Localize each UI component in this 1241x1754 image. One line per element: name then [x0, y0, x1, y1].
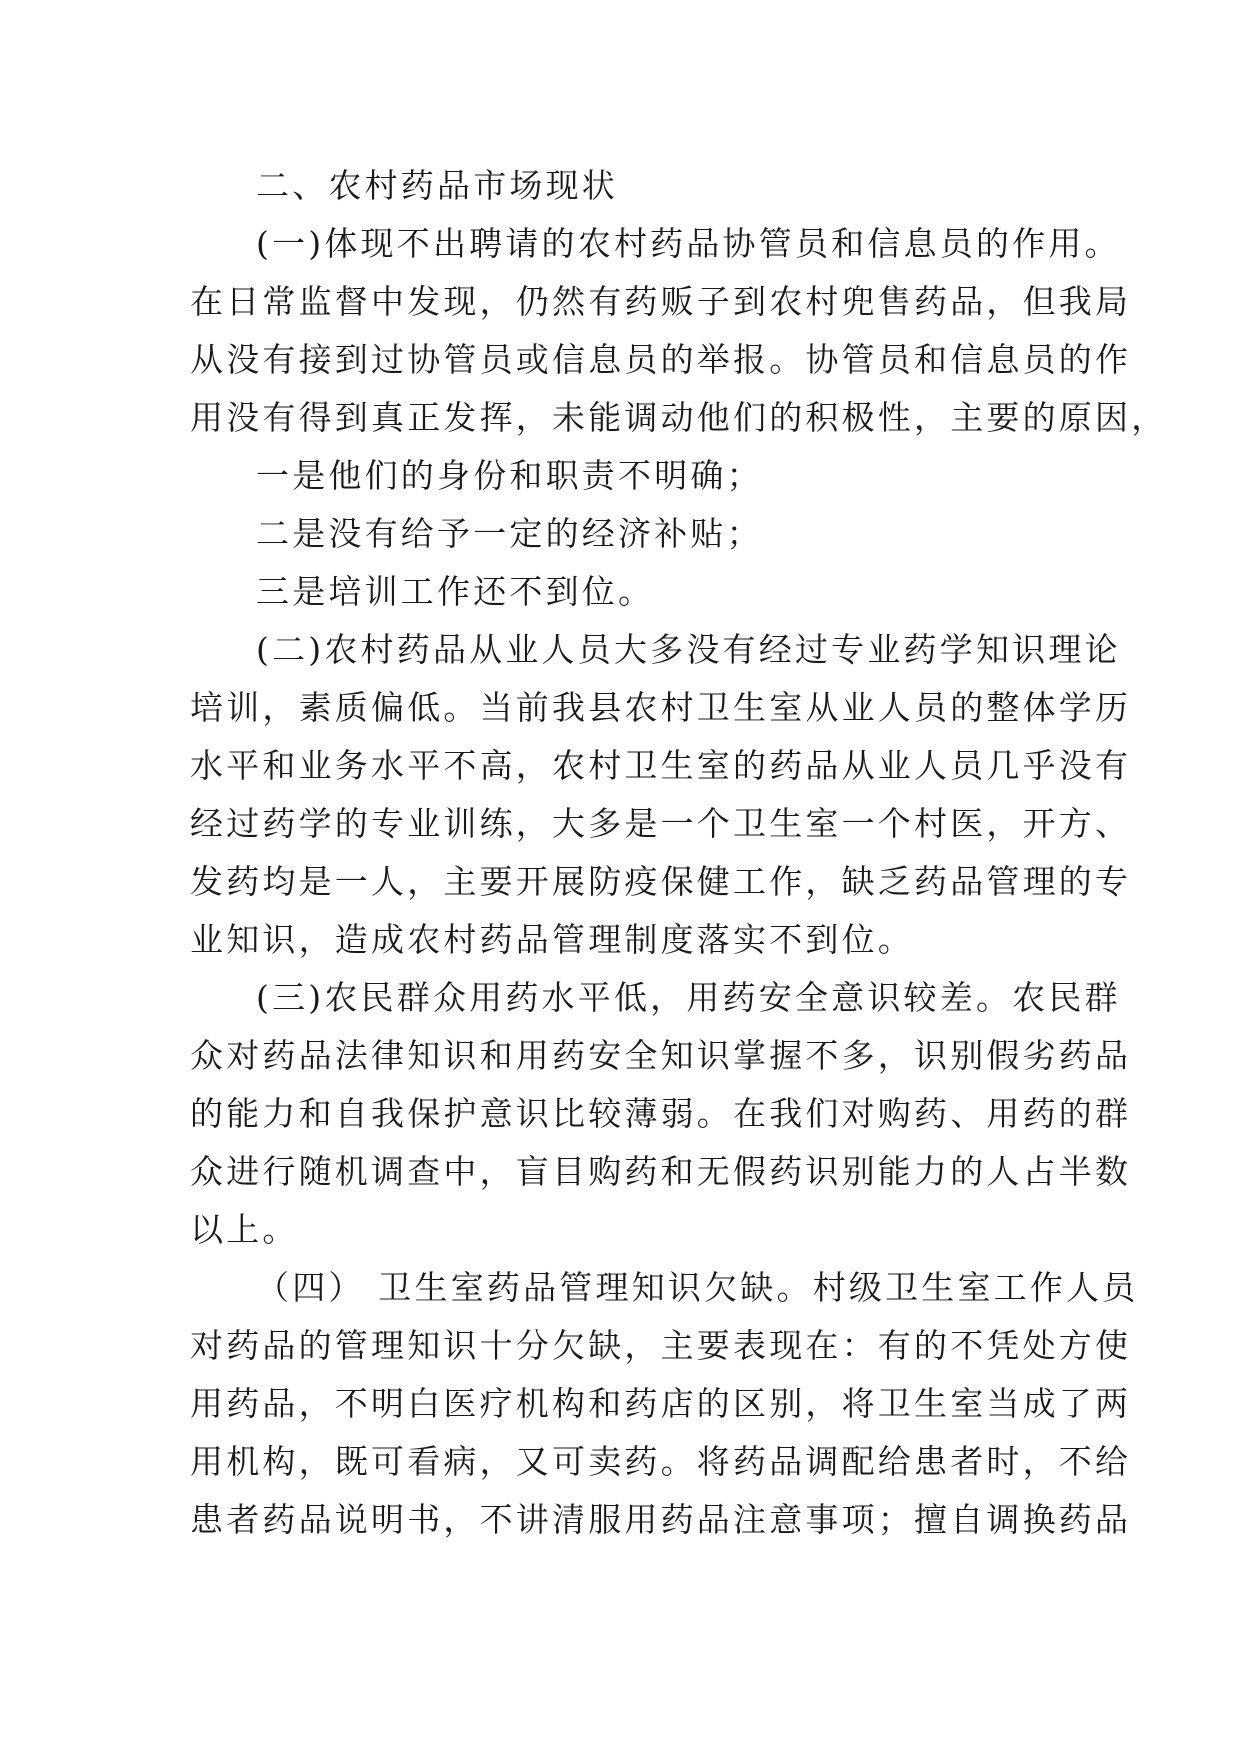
paragraph-line: (二)农村药品从业人员大多没有经过专业药学知识理论 — [256, 630, 1121, 669]
paragraph-line: 以上。 — [190, 1210, 299, 1249]
paragraph-line: 经过药学的专业训练，大多是一个卫生室一个村医，开方、 — [190, 804, 1132, 843]
paragraph-line: 患者药品说明书，不讲清服用药品注意事项；擅自调换药品 — [190, 1500, 1132, 1539]
paragraph-line: 众进行随机调查中，盲目购药和无假药识别能力的人占半数 — [190, 1152, 1132, 1191]
paragraph-line: 三是培训工作还不到位。 — [256, 572, 655, 611]
paragraph-line: 众对药品法律知识和用药安全知识掌握不多，识别假劣药品 — [190, 1036, 1132, 1075]
paragraph-line: 用没有得到真正发挥，未能调动他们的积极性，主要的原因， — [190, 398, 1168, 437]
paragraph-line: 在日常监督中发现，仍然有药贩子到农村兜售药品，但我局 — [190, 282, 1132, 321]
paragraph-line: 用药品，不明白医疗机构和药店的区别，将卫生室当成了两 — [190, 1384, 1132, 1423]
paragraph-line: 水平和业务水平不高，农村卫生室的药品从业人员几乎没有 — [190, 746, 1132, 785]
paragraph-line: 一是他们的身份和职责不明确； — [256, 456, 763, 495]
paragraph-line: 业知识，造成农村药品管理制度落实不到位。 — [190, 920, 914, 959]
paragraph-line: 的能力和自我保护意识比较薄弱。在我们对购药、用药的群 — [190, 1094, 1132, 1133]
paragraph-line: 发药均是一人，主要开展防疫保健工作，缺乏药品管理的专 — [190, 862, 1132, 901]
paragraph-line: (一)体现不出聘请的农村药品协管员和信息员的作用。 — [256, 224, 1121, 263]
section-heading: 二、农村药品市场现状 — [256, 166, 618, 205]
paragraph-line: 从没有接到过协管员或信息员的举报。协管员和信息员的作 — [190, 340, 1132, 379]
paragraph-line: 对药品的管理知识十分欠缺，主要表现在：有的不凭处方使 — [190, 1326, 1132, 1365]
paragraph-line: 用机构，既可看病，又可卖药。将药品调配给患者时，不给 — [190, 1442, 1132, 1481]
paragraph-line: 二是没有给予一定的经济补贴； — [256, 514, 763, 553]
paragraph-line: （四） 卫生室药品管理知识欠缺。村级卫生室工作人员 — [256, 1268, 1139, 1307]
paragraph-line: 培训，素质偏低。当前我县农村卫生室从业人员的整体学历 — [190, 688, 1132, 727]
paragraph-line: (三)农民群众用药水平低，用药安全意识较差。农民群 — [256, 978, 1121, 1017]
